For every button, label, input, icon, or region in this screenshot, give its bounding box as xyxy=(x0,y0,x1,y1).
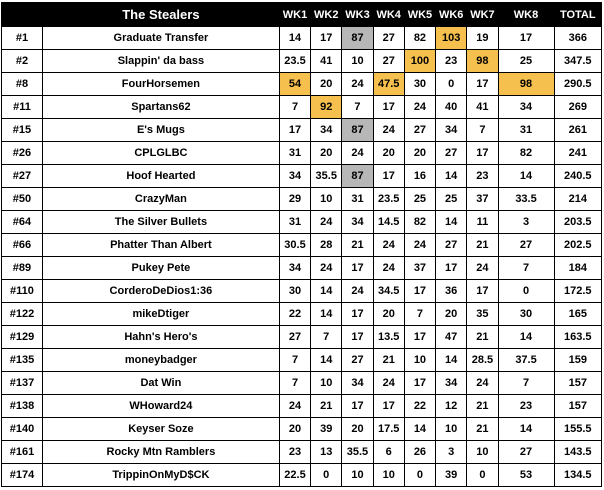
table-row xyxy=(2,349,602,372)
total-cell: 214 xyxy=(554,188,601,211)
total-cell: 155.5 xyxy=(554,418,601,441)
week-score-cell: 17 xyxy=(279,119,310,142)
week-score-cell: 20 xyxy=(373,303,404,326)
week-score-cell: 34 xyxy=(342,211,373,234)
week-score-cell: 23.5 xyxy=(373,188,404,211)
week-score-cell: 92 xyxy=(311,96,342,119)
week-score-cell: 7 xyxy=(498,372,554,395)
week-score-cell: 24 xyxy=(311,211,342,234)
week-score-cell: 41 xyxy=(467,96,498,119)
header-wk1: WK1 xyxy=(279,3,310,27)
week-score-cell: 7 xyxy=(279,96,310,119)
table-row xyxy=(2,372,602,395)
week-score-cell: 10 xyxy=(467,441,498,464)
week-score-cell: 87 xyxy=(342,27,373,50)
team-name-cell: E's Mugs xyxy=(42,119,279,142)
week-score-cell: 47 xyxy=(436,326,467,349)
rank-cell: #26 xyxy=(2,142,43,165)
total-cell: 143.5 xyxy=(554,441,601,464)
header-wk7: WK7 xyxy=(467,3,498,27)
week-score-cell: 24 xyxy=(404,96,435,119)
week-score-cell: 14 xyxy=(311,303,342,326)
team-name-cell: Keyser Soze xyxy=(42,418,279,441)
week-score-cell: 7 xyxy=(342,96,373,119)
week-score-cell: 7 xyxy=(279,372,310,395)
week-score-cell: 10 xyxy=(373,464,404,487)
week-score-cell: 21 xyxy=(467,418,498,441)
header-row xyxy=(2,3,602,27)
standings-body xyxy=(2,27,602,487)
total-cell: 202.5 xyxy=(554,234,601,257)
week-score-cell: 14 xyxy=(404,418,435,441)
week-score-cell: 7 xyxy=(498,257,554,280)
team-name-cell: moneybadger xyxy=(42,349,279,372)
week-score-cell: 31 xyxy=(279,211,310,234)
week-score-cell: 17 xyxy=(342,395,373,418)
week-score-cell: 27 xyxy=(436,234,467,257)
week-score-cell: 14 xyxy=(311,280,342,303)
rank-cell: #135 xyxy=(2,349,43,372)
week-score-cell: 14.5 xyxy=(373,211,404,234)
rank-cell: #174 xyxy=(2,464,43,487)
table-title: The Stealers xyxy=(42,3,279,27)
week-score-cell: 17 xyxy=(373,395,404,418)
week-score-cell: 17 xyxy=(342,326,373,349)
week-score-cell: 24 xyxy=(467,257,498,280)
week-score-cell: 27 xyxy=(436,142,467,165)
week-score-cell: 10 xyxy=(311,188,342,211)
week-score-cell: 14 xyxy=(498,165,554,188)
week-score-cell: 17 xyxy=(342,257,373,280)
week-score-cell: 28.5 xyxy=(467,349,498,372)
week-score-cell: 21 xyxy=(342,234,373,257)
rank-cell: #66 xyxy=(2,234,43,257)
week-score-cell: 12 xyxy=(436,395,467,418)
table-row xyxy=(2,27,602,50)
week-score-cell: 27 xyxy=(404,119,435,142)
table-row xyxy=(2,441,602,464)
header-wk8: WK8 xyxy=(498,3,554,27)
rank-cell: #11 xyxy=(2,96,43,119)
week-score-cell: 0 xyxy=(404,464,435,487)
team-name-cell: The Silver Bullets xyxy=(42,211,279,234)
week-score-cell: 6 xyxy=(373,441,404,464)
week-score-cell: 21 xyxy=(467,395,498,418)
week-score-cell: 34 xyxy=(311,119,342,142)
week-score-cell: 39 xyxy=(311,418,342,441)
week-score-cell: 24 xyxy=(404,234,435,257)
rank-cell: #8 xyxy=(2,73,43,96)
total-cell: 159 xyxy=(554,349,601,372)
table-row xyxy=(2,326,602,349)
week-score-cell: 16 xyxy=(404,165,435,188)
header-wk3: WK3 xyxy=(342,3,373,27)
week-score-cell: 27 xyxy=(498,234,554,257)
week-score-cell: 11 xyxy=(467,211,498,234)
week-score-cell: 37 xyxy=(404,257,435,280)
week-score-cell: 20 xyxy=(436,303,467,326)
rank-cell: #89 xyxy=(2,257,43,280)
table-row xyxy=(2,165,602,188)
week-score-cell: 30 xyxy=(404,73,435,96)
week-score-cell: 14 xyxy=(436,349,467,372)
week-score-cell: 14 xyxy=(311,349,342,372)
week-score-cell: 17 xyxy=(467,142,498,165)
team-name-cell: WHoward24 xyxy=(42,395,279,418)
week-score-cell: 53 xyxy=(498,464,554,487)
week-score-cell: 20 xyxy=(373,142,404,165)
week-score-cell: 3 xyxy=(498,211,554,234)
week-score-cell: 13.5 xyxy=(373,326,404,349)
week-score-cell: 22 xyxy=(404,395,435,418)
week-score-cell: 82 xyxy=(404,27,435,50)
rank-header xyxy=(2,3,43,27)
rank-cell: #50 xyxy=(2,188,43,211)
week-score-cell: 24 xyxy=(373,372,404,395)
week-score-cell: 24 xyxy=(373,257,404,280)
team-name-cell: Hahn's Hero's xyxy=(42,326,279,349)
total-cell: 172.5 xyxy=(554,280,601,303)
week-score-cell: 100 xyxy=(404,50,435,73)
week-score-cell: 34 xyxy=(279,257,310,280)
week-score-cell: 20 xyxy=(311,142,342,165)
week-score-cell: 30 xyxy=(279,280,310,303)
week-score-cell: 22 xyxy=(279,303,310,326)
week-score-cell: 29 xyxy=(279,188,310,211)
week-score-cell: 31 xyxy=(342,188,373,211)
week-score-cell: 7 xyxy=(404,303,435,326)
week-score-cell: 24 xyxy=(311,257,342,280)
week-score-cell: 82 xyxy=(498,142,554,165)
team-name-cell: CorderoDeDios1:36 xyxy=(42,280,279,303)
team-name-cell: Graduate Transfer xyxy=(42,27,279,50)
rank-cell: #2 xyxy=(2,50,43,73)
week-score-cell: 31 xyxy=(498,119,554,142)
week-score-cell: 14 xyxy=(436,165,467,188)
total-cell: 134.5 xyxy=(554,464,601,487)
table-row xyxy=(2,234,602,257)
week-score-cell: 14 xyxy=(498,326,554,349)
rank-cell: #161 xyxy=(2,441,43,464)
week-score-cell: 17 xyxy=(404,372,435,395)
week-score-cell: 10 xyxy=(404,349,435,372)
week-score-cell: 98 xyxy=(467,50,498,73)
total-cell: 241 xyxy=(554,142,601,165)
total-cell: 203.5 xyxy=(554,211,601,234)
week-score-cell: 24 xyxy=(467,372,498,395)
week-score-cell: 27 xyxy=(373,27,404,50)
week-score-cell: 34.5 xyxy=(373,280,404,303)
total-cell: 157 xyxy=(554,395,601,418)
total-cell: 240.5 xyxy=(554,165,601,188)
rank-cell: #15 xyxy=(2,119,43,142)
total-cell: 269 xyxy=(554,96,601,119)
week-score-cell: 47.5 xyxy=(373,73,404,96)
week-score-cell: 0 xyxy=(436,73,467,96)
table-row xyxy=(2,188,602,211)
week-score-cell: 24 xyxy=(342,73,373,96)
week-score-cell: 34 xyxy=(436,119,467,142)
week-score-cell: 10 xyxy=(436,418,467,441)
week-score-cell: 17 xyxy=(373,96,404,119)
rank-cell: #64 xyxy=(2,211,43,234)
week-score-cell: 25 xyxy=(436,188,467,211)
week-score-cell: 35 xyxy=(467,303,498,326)
week-score-cell: 23 xyxy=(436,50,467,73)
week-score-cell: 17 xyxy=(436,257,467,280)
total-cell: 184 xyxy=(554,257,601,280)
week-score-cell: 37.5 xyxy=(498,349,554,372)
team-name-cell: FourHorsemen xyxy=(42,73,279,96)
week-score-cell: 35.5 xyxy=(311,165,342,188)
table-row xyxy=(2,257,602,280)
week-score-cell: 24 xyxy=(373,234,404,257)
week-score-cell: 28 xyxy=(311,234,342,257)
week-score-cell: 98 xyxy=(498,73,554,96)
team-name-cell: Pukey Pete xyxy=(42,257,279,280)
week-score-cell: 10 xyxy=(342,50,373,73)
table-row xyxy=(2,395,602,418)
week-score-cell: 23 xyxy=(498,395,554,418)
rank-cell: #110 xyxy=(2,280,43,303)
week-score-cell: 3 xyxy=(436,441,467,464)
week-score-cell: 17 xyxy=(498,27,554,50)
week-score-cell: 24 xyxy=(342,280,373,303)
week-score-cell: 20 xyxy=(342,418,373,441)
week-score-cell: 27 xyxy=(498,441,554,464)
week-score-cell: 7 xyxy=(311,326,342,349)
table-row xyxy=(2,464,602,487)
total-cell: 163.5 xyxy=(554,326,601,349)
week-score-cell: 0 xyxy=(498,280,554,303)
week-score-cell: 36 xyxy=(436,280,467,303)
rank-cell: #137 xyxy=(2,372,43,395)
table-row xyxy=(2,142,602,165)
week-score-cell: 37 xyxy=(467,188,498,211)
team-name-cell: TrippinOnMyD$CK xyxy=(42,464,279,487)
header-wk2: WK2 xyxy=(311,3,342,27)
team-name-cell: mikeDtiger xyxy=(42,303,279,326)
week-score-cell: 82 xyxy=(404,211,435,234)
header-total: TOTAL xyxy=(554,3,601,27)
week-score-cell: 21 xyxy=(467,326,498,349)
table-row xyxy=(2,96,602,119)
week-score-cell: 10 xyxy=(311,372,342,395)
week-score-cell: 87 xyxy=(342,119,373,142)
week-score-cell: 24 xyxy=(342,142,373,165)
standings-table xyxy=(1,2,602,487)
week-score-cell: 26 xyxy=(404,441,435,464)
total-cell: 290.5 xyxy=(554,73,601,96)
week-score-cell: 24 xyxy=(279,395,310,418)
rank-cell: #122 xyxy=(2,303,43,326)
total-cell: 165 xyxy=(554,303,601,326)
team-name-cell: Spartans62 xyxy=(42,96,279,119)
rank-cell: #129 xyxy=(2,326,43,349)
week-score-cell: 54 xyxy=(279,73,310,96)
week-score-cell: 25 xyxy=(498,50,554,73)
week-score-cell: 34 xyxy=(436,372,467,395)
week-score-cell: 17 xyxy=(311,27,342,50)
week-score-cell: 21 xyxy=(467,234,498,257)
week-score-cell: 103 xyxy=(436,27,467,50)
total-cell: 157 xyxy=(554,372,601,395)
week-score-cell: 23 xyxy=(467,165,498,188)
header-wk6: WK6 xyxy=(436,3,467,27)
week-score-cell: 24 xyxy=(373,119,404,142)
total-cell: 366 xyxy=(554,27,601,50)
week-score-cell: 14 xyxy=(279,27,310,50)
total-cell: 261 xyxy=(554,119,601,142)
week-score-cell: 19 xyxy=(467,27,498,50)
week-score-cell: 22.5 xyxy=(279,464,310,487)
week-score-cell: 17 xyxy=(467,73,498,96)
week-score-cell: 7 xyxy=(279,349,310,372)
week-score-cell: 0 xyxy=(311,464,342,487)
team-name-cell: CrazyMan xyxy=(42,188,279,211)
week-score-cell: 17.5 xyxy=(373,418,404,441)
table-row xyxy=(2,303,602,326)
rank-cell: #27 xyxy=(2,165,43,188)
week-score-cell: 17 xyxy=(404,280,435,303)
week-score-cell: 27 xyxy=(342,349,373,372)
week-score-cell: 23 xyxy=(279,441,310,464)
week-score-cell: 27 xyxy=(279,326,310,349)
week-score-cell: 23.5 xyxy=(279,50,310,73)
week-score-cell: 33.5 xyxy=(498,188,554,211)
week-score-cell: 7 xyxy=(467,119,498,142)
week-score-cell: 21 xyxy=(311,395,342,418)
week-score-cell: 30.5 xyxy=(279,234,310,257)
week-score-cell: 31 xyxy=(279,142,310,165)
week-score-cell: 13 xyxy=(311,441,342,464)
team-name-cell: Slappin' da bass xyxy=(42,50,279,73)
week-score-cell: 17 xyxy=(467,280,498,303)
team-name-cell: CPLGLBC xyxy=(42,142,279,165)
week-score-cell: 14 xyxy=(498,418,554,441)
week-score-cell: 34 xyxy=(342,372,373,395)
week-score-cell: 14 xyxy=(436,211,467,234)
week-score-cell: 0 xyxy=(467,464,498,487)
team-name-cell: Hoof Hearted xyxy=(42,165,279,188)
week-score-cell: 27 xyxy=(373,50,404,73)
week-score-cell: 35.5 xyxy=(342,441,373,464)
week-score-cell: 20 xyxy=(311,73,342,96)
week-score-cell: 87 xyxy=(342,165,373,188)
week-score-cell: 20 xyxy=(404,142,435,165)
rank-cell: #1 xyxy=(2,27,43,50)
week-score-cell: 41 xyxy=(311,50,342,73)
week-score-cell: 17 xyxy=(342,303,373,326)
week-score-cell: 10 xyxy=(342,464,373,487)
week-score-cell: 25 xyxy=(404,188,435,211)
week-score-cell: 17 xyxy=(373,165,404,188)
week-score-cell: 40 xyxy=(436,96,467,119)
table-row xyxy=(2,418,602,441)
table-row xyxy=(2,211,602,234)
team-name-cell: Dat Win xyxy=(42,372,279,395)
table-row xyxy=(2,280,602,303)
week-score-cell: 30 xyxy=(498,303,554,326)
rank-cell: #138 xyxy=(2,395,43,418)
week-score-cell: 39 xyxy=(436,464,467,487)
table-row xyxy=(2,50,602,73)
week-score-cell: 21 xyxy=(373,349,404,372)
table-row xyxy=(2,119,602,142)
team-name-cell: Phatter Than Albert xyxy=(42,234,279,257)
header-wk5: WK5 xyxy=(404,3,435,27)
week-score-cell: 34 xyxy=(279,165,310,188)
total-cell: 347.5 xyxy=(554,50,601,73)
rank-cell: #140 xyxy=(2,418,43,441)
header-wk4: WK4 xyxy=(373,3,404,27)
week-score-cell: 17 xyxy=(404,326,435,349)
table-row xyxy=(2,73,602,96)
team-name-cell: Rocky Mtn Ramblers xyxy=(42,441,279,464)
week-score-cell: 20 xyxy=(279,418,310,441)
week-score-cell: 34 xyxy=(498,96,554,119)
